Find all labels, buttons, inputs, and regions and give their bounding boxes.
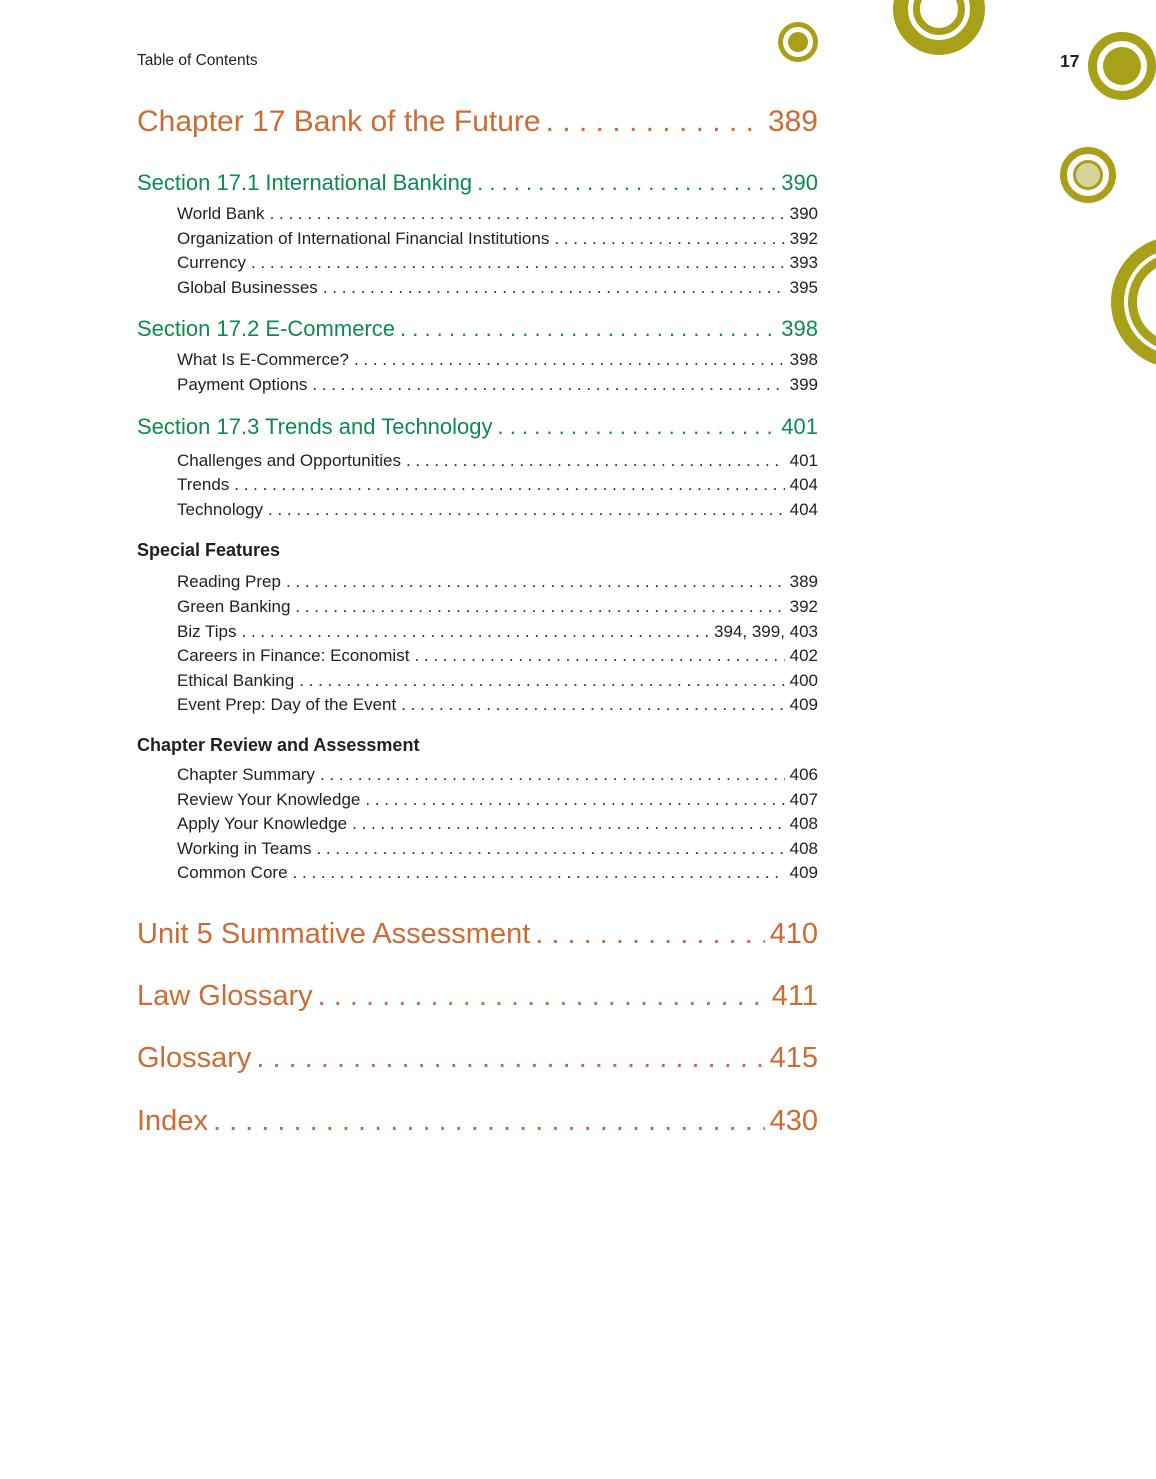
entry-page: 404 bbox=[789, 499, 818, 519]
entry-label: Section 17.2 E-Commerce bbox=[137, 316, 395, 342]
toc-item-entry[interactable] bbox=[177, 669, 818, 694]
dot-leader bbox=[541, 104, 763, 140]
entry-page: 390 bbox=[789, 204, 818, 223]
entry-label: Chapter Summary bbox=[177, 764, 315, 784]
entry-label: Chapter 17 Bank of the Future bbox=[137, 105, 541, 138]
entry-label: Careers in Finance: Economist bbox=[177, 646, 410, 666]
entry-page: 395 bbox=[789, 277, 818, 297]
dot-leader bbox=[396, 693, 784, 718]
entry-page: 401 bbox=[781, 413, 818, 439]
toc-chapter-entry[interactable] bbox=[137, 104, 818, 140]
entry-label: World Bank bbox=[177, 204, 265, 223]
dot-leader bbox=[251, 1040, 764, 1076]
entry-label: Green Banking bbox=[177, 596, 291, 616]
toc-item-entry[interactable] bbox=[177, 473, 818, 498]
toc-item-entry[interactable] bbox=[177, 373, 818, 398]
dot-leader bbox=[281, 570, 785, 595]
toc-section-items bbox=[137, 202, 818, 300]
dot-leader bbox=[549, 227, 784, 252]
entry-label: Global Businesses bbox=[177, 277, 318, 297]
dot-leader bbox=[265, 202, 785, 227]
entry-label: Common Core bbox=[177, 863, 288, 883]
entry-label: Challenges and Opportunities bbox=[177, 450, 401, 470]
toc-group-items bbox=[137, 570, 818, 718]
dot-leader bbox=[530, 916, 764, 952]
entry-label: Section 17.1 International Banking bbox=[137, 170, 473, 195]
entry-label: Section 17.3 Trends and Technology bbox=[137, 413, 493, 439]
dot-leader bbox=[246, 251, 785, 276]
entry-label: Reading Prep bbox=[177, 572, 281, 592]
toc-item-entry[interactable] bbox=[177, 595, 818, 620]
dot-leader bbox=[395, 315, 776, 343]
entry-label: Index bbox=[137, 1104, 208, 1137]
entry-page: 402 bbox=[789, 646, 818, 666]
entry-label: Event Prep: Day of the Event bbox=[177, 695, 397, 715]
entry-page: 399 bbox=[789, 374, 818, 394]
entry-page: 409 bbox=[789, 863, 818, 883]
dot-leader bbox=[229, 473, 784, 498]
toc-item-entry[interactable] bbox=[177, 693, 818, 718]
toc-item-entry[interactable] bbox=[177, 227, 818, 252]
dot-leader bbox=[263, 498, 785, 523]
dot-leader bbox=[237, 620, 709, 645]
toc-item-entry[interactable] bbox=[177, 276, 818, 301]
entry-label: Review Your Knowledge bbox=[177, 789, 361, 809]
dot-leader bbox=[360, 788, 784, 813]
running-header: Table of Contents bbox=[137, 52, 258, 69]
toc-backmatter-entry[interactable] bbox=[137, 1103, 818, 1139]
toc-item-entry[interactable] bbox=[177, 202, 818, 227]
entry-page: 394, 399, 403 bbox=[714, 621, 818, 641]
toc-item-entry[interactable] bbox=[177, 570, 818, 595]
dot-leader bbox=[290, 595, 784, 620]
toc-item-entry[interactable] bbox=[177, 251, 818, 276]
toc-backmatter-entry[interactable] bbox=[137, 916, 818, 952]
toc-group-items bbox=[137, 763, 818, 886]
toc-item-entry[interactable] bbox=[177, 644, 818, 669]
entry-page: 409 bbox=[789, 695, 818, 715]
dot-leader bbox=[208, 1103, 765, 1139]
toc-item-entry[interactable] bbox=[177, 449, 818, 474]
entry-page: 392 bbox=[789, 596, 818, 616]
toc-section-entry[interactable] bbox=[137, 169, 818, 197]
toc-content bbox=[137, 104, 818, 1139]
entry-label: Glossary bbox=[137, 1041, 252, 1074]
toc-section-items bbox=[137, 348, 818, 397]
entry-page: 389 bbox=[789, 572, 818, 592]
toc-section-entry[interactable] bbox=[137, 413, 818, 441]
decor-circle-small-dot bbox=[788, 32, 808, 52]
entry-page: 410 bbox=[769, 917, 818, 950]
toc-item-entry[interactable] bbox=[177, 348, 818, 373]
toc-section-items bbox=[137, 449, 818, 523]
toc-item-entry[interactable] bbox=[177, 861, 818, 886]
entry-page: 398 bbox=[789, 350, 818, 370]
dot-leader bbox=[307, 373, 784, 398]
dot-leader bbox=[313, 978, 767, 1014]
entry-label: Ethical Banking bbox=[177, 670, 295, 690]
entry-page: 407 bbox=[789, 789, 818, 809]
toc-backmatter-entry[interactable] bbox=[137, 978, 818, 1014]
entry-page: 406 bbox=[789, 764, 818, 784]
dot-leader bbox=[493, 413, 777, 441]
entry-label: Unit 5 Summative Assessment bbox=[137, 917, 531, 950]
toc-section-entry[interactable] bbox=[137, 315, 818, 343]
dot-leader bbox=[318, 276, 785, 301]
toc-item-entry[interactable] bbox=[177, 620, 818, 645]
decor-bullseye-dot bbox=[1103, 47, 1141, 85]
entry-page: 411 bbox=[771, 979, 818, 1012]
entry-page: 408 bbox=[789, 838, 818, 858]
entry-label: Biz Tips bbox=[177, 621, 237, 641]
entry-page: 408 bbox=[789, 814, 818, 834]
decor-khaki-circle-fill bbox=[1073, 160, 1103, 190]
entry-label: Payment Options bbox=[177, 374, 308, 394]
entry-page: 392 bbox=[789, 228, 818, 248]
dot-leader bbox=[347, 812, 784, 837]
entry-page: 389 bbox=[767, 105, 818, 138]
toc-item-entry[interactable] bbox=[177, 812, 818, 837]
toc-item-entry[interactable] bbox=[177, 788, 818, 813]
toc-backmatter-entry[interactable] bbox=[137, 1040, 818, 1076]
dot-leader bbox=[288, 861, 785, 886]
toc-item-entry[interactable] bbox=[177, 763, 818, 788]
entry-label: Organization of International Financial Institutions bbox=[177, 228, 550, 248]
toc-group-heading: Chapter Review and Assessment bbox=[137, 734, 420, 755]
entry-label: Trends bbox=[177, 475, 230, 495]
entry-page: 398 bbox=[781, 316, 818, 342]
entry-page: 393 bbox=[789, 253, 818, 273]
dot-leader bbox=[294, 669, 784, 694]
toc-item-entry[interactable] bbox=[177, 837, 818, 862]
dot-leader bbox=[401, 449, 785, 474]
toc-item-entry[interactable] bbox=[177, 498, 818, 523]
entry-label: Law Glossary bbox=[137, 979, 313, 1012]
dot-leader bbox=[349, 348, 785, 373]
entry-label: Currency bbox=[177, 253, 246, 273]
dot-leader bbox=[409, 644, 784, 669]
entry-page: 415 bbox=[769, 1041, 818, 1074]
toc-group-heading: Special Features bbox=[137, 540, 281, 561]
dot-leader bbox=[472, 169, 776, 197]
dot-leader bbox=[315, 763, 785, 788]
folio-page-number: 17 bbox=[1060, 51, 1080, 71]
entry-label: Technology bbox=[177, 499, 264, 519]
entry-label: Working in Teams bbox=[177, 838, 312, 858]
entry-page: 404 bbox=[789, 475, 818, 495]
entry-page: 400 bbox=[789, 670, 818, 690]
entry-page: 390 bbox=[781, 170, 818, 195]
entry-page: 401 bbox=[789, 450, 818, 470]
entry-label: Apply Your Knowledge bbox=[177, 814, 348, 834]
entry-page: 430 bbox=[769, 1104, 818, 1137]
dot-leader bbox=[311, 837, 784, 862]
entry-label: What Is E-Commerce? bbox=[177, 350, 349, 370]
